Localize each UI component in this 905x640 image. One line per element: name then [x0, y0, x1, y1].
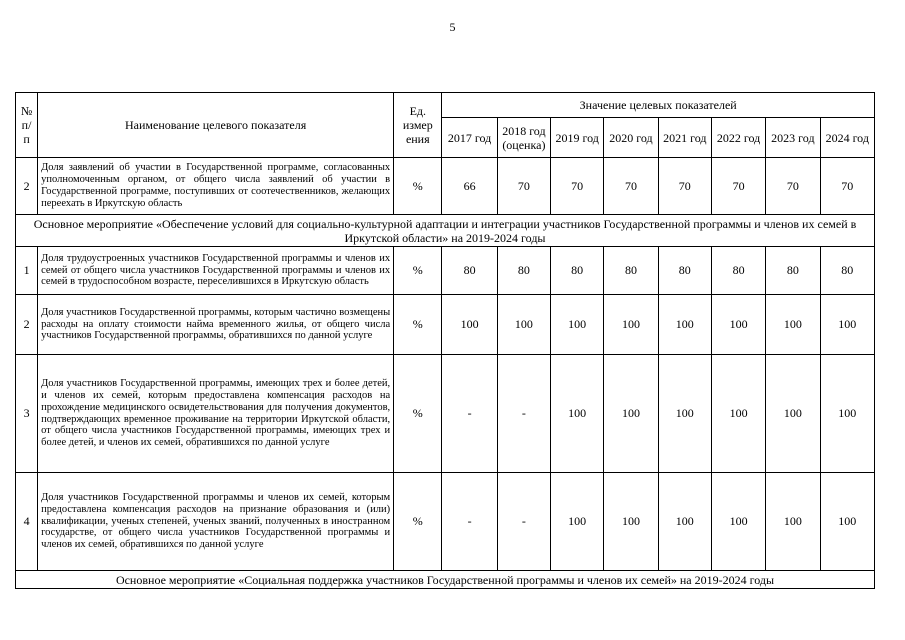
value-cell: 100: [711, 355, 765, 473]
value-cell: -: [442, 355, 497, 473]
value-cell: 100: [658, 295, 711, 355]
section-heading: Основное мероприятие «Обеспечение условий для социально-культурной адаптации и интеграции участников Государственной программы и членов их семей в Иркутской области» на 2019-2024 годы: [16, 215, 875, 247]
header-no: № п/п: [16, 93, 38, 158]
value-cell: 80: [820, 247, 874, 295]
section-heading: Основное мероприятие «Социальная поддержка участников Государственной программы и членов их семей» на 2019-2024 годы: [16, 571, 875, 589]
row-number: 1: [16, 247, 38, 295]
value-cell: 100: [551, 473, 604, 571]
header-year: 2021 год: [658, 118, 711, 158]
header-year: 2024 год: [820, 118, 874, 158]
table-row: [16, 473, 875, 571]
header-name: Наименование целевого показателя: [38, 93, 394, 158]
value-cell: 100: [820, 473, 874, 571]
row-number: 3: [16, 355, 38, 473]
value-cell: 100: [497, 295, 550, 355]
value-cell: 70: [551, 158, 604, 215]
indicator-name: Доля заявлений об участии в Государственной программе, согласованных уполномоченным органом, от общего числа заявлений об участии в Государственной программе, поступивших от соотечественников, желающих переехать в Иркутскую область: [38, 158, 394, 215]
indicator-name: Доля трудоустроенных участников Государственной программы и членов их семей от общего числа участников Государственной программы и членов их семей в трудоспособном возрасте, переселившихся в Иркутскую область: [38, 247, 394, 295]
table-row: [16, 295, 875, 355]
value-cell: 70: [711, 158, 765, 215]
value-cell: 100: [604, 295, 658, 355]
row-number: 2: [16, 158, 38, 215]
header-values: Значение целевых показателей: [442, 93, 875, 118]
value-cell: 100: [820, 295, 874, 355]
header-year: 2018 год (оценка): [497, 118, 550, 158]
unit-cell: %: [394, 355, 442, 473]
header-year: 2020 год: [604, 118, 658, 158]
unit-cell: %: [394, 473, 442, 571]
unit-cell: %: [394, 247, 442, 295]
value-cell: 100: [658, 355, 711, 473]
value-cell: -: [497, 355, 550, 473]
value-cell: 80: [766, 247, 820, 295]
row-number: 4: [16, 473, 38, 571]
value-cell: 100: [820, 355, 874, 473]
row-number: 2: [16, 295, 38, 355]
value-cell: 70: [497, 158, 550, 215]
value-cell: 100: [551, 295, 604, 355]
header-year: 2017 год: [442, 118, 497, 158]
value-cell: 70: [820, 158, 874, 215]
value-cell: 80: [604, 247, 658, 295]
value-cell: 100: [766, 355, 820, 473]
value-cell: 80: [551, 247, 604, 295]
indicator-name: Доля участников Государственной программы, имеющих трех и более детей, и членов их семей, которым предоставлена компенсация расходов на прохождение медицинского освидетельствования для получения документов, подтверждающих временное проживание на территории Иркутской области, от общего числа участников Государственной программы, имеющих трех и более детей, и членов их семей, обратившихся по данной услуге: [38, 355, 394, 473]
value-cell: 100: [551, 355, 604, 473]
header-year: 2019 год: [551, 118, 604, 158]
value-cell: 80: [442, 247, 497, 295]
table-row: [16, 355, 875, 473]
table-row: [16, 247, 875, 295]
value-cell: -: [497, 473, 550, 571]
value-cell: 80: [711, 247, 765, 295]
target-indicators-table: [15, 92, 875, 589]
value-cell: 100: [442, 295, 497, 355]
value-cell: 70: [766, 158, 820, 215]
value-cell: 70: [604, 158, 658, 215]
value-cell: 100: [711, 473, 765, 571]
header-unit: Ед. измер ения: [394, 93, 442, 158]
unit-cell: %: [394, 295, 442, 355]
value-cell: 80: [497, 247, 550, 295]
value-cell: 80: [658, 247, 711, 295]
value-cell: 100: [766, 473, 820, 571]
value-cell: 100: [604, 355, 658, 473]
header-year: 2022 год: [711, 118, 765, 158]
indicator-name: Доля участников Государственной программы, которым частично возмещены расходы на оплату стоимости найма временного жилья, от общего числа участников Государственной программы, обратившихся по данной услуге: [38, 295, 394, 355]
table-row: [16, 158, 875, 215]
value-cell: -: [442, 473, 497, 571]
value-cell: 100: [711, 295, 765, 355]
unit-cell: %: [394, 158, 442, 215]
indicator-name: Доля участников Государственной программы и членов их семей, которым предоставлена компенсация расходов на признание образования и (или) квалификации, ученых степеней, ученых званий, полученных в иностранном государстве, от общего числа участников Государственной программы и членов их семей, обратившихся по данной услуге: [38, 473, 394, 571]
page-number: 5: [449, 20, 456, 34]
value-cell: 100: [766, 295, 820, 355]
value-cell: 66: [442, 158, 497, 215]
value-cell: 100: [604, 473, 658, 571]
value-cell: 100: [658, 473, 711, 571]
header-year: 2023 год: [766, 118, 820, 158]
value-cell: 70: [658, 158, 711, 215]
